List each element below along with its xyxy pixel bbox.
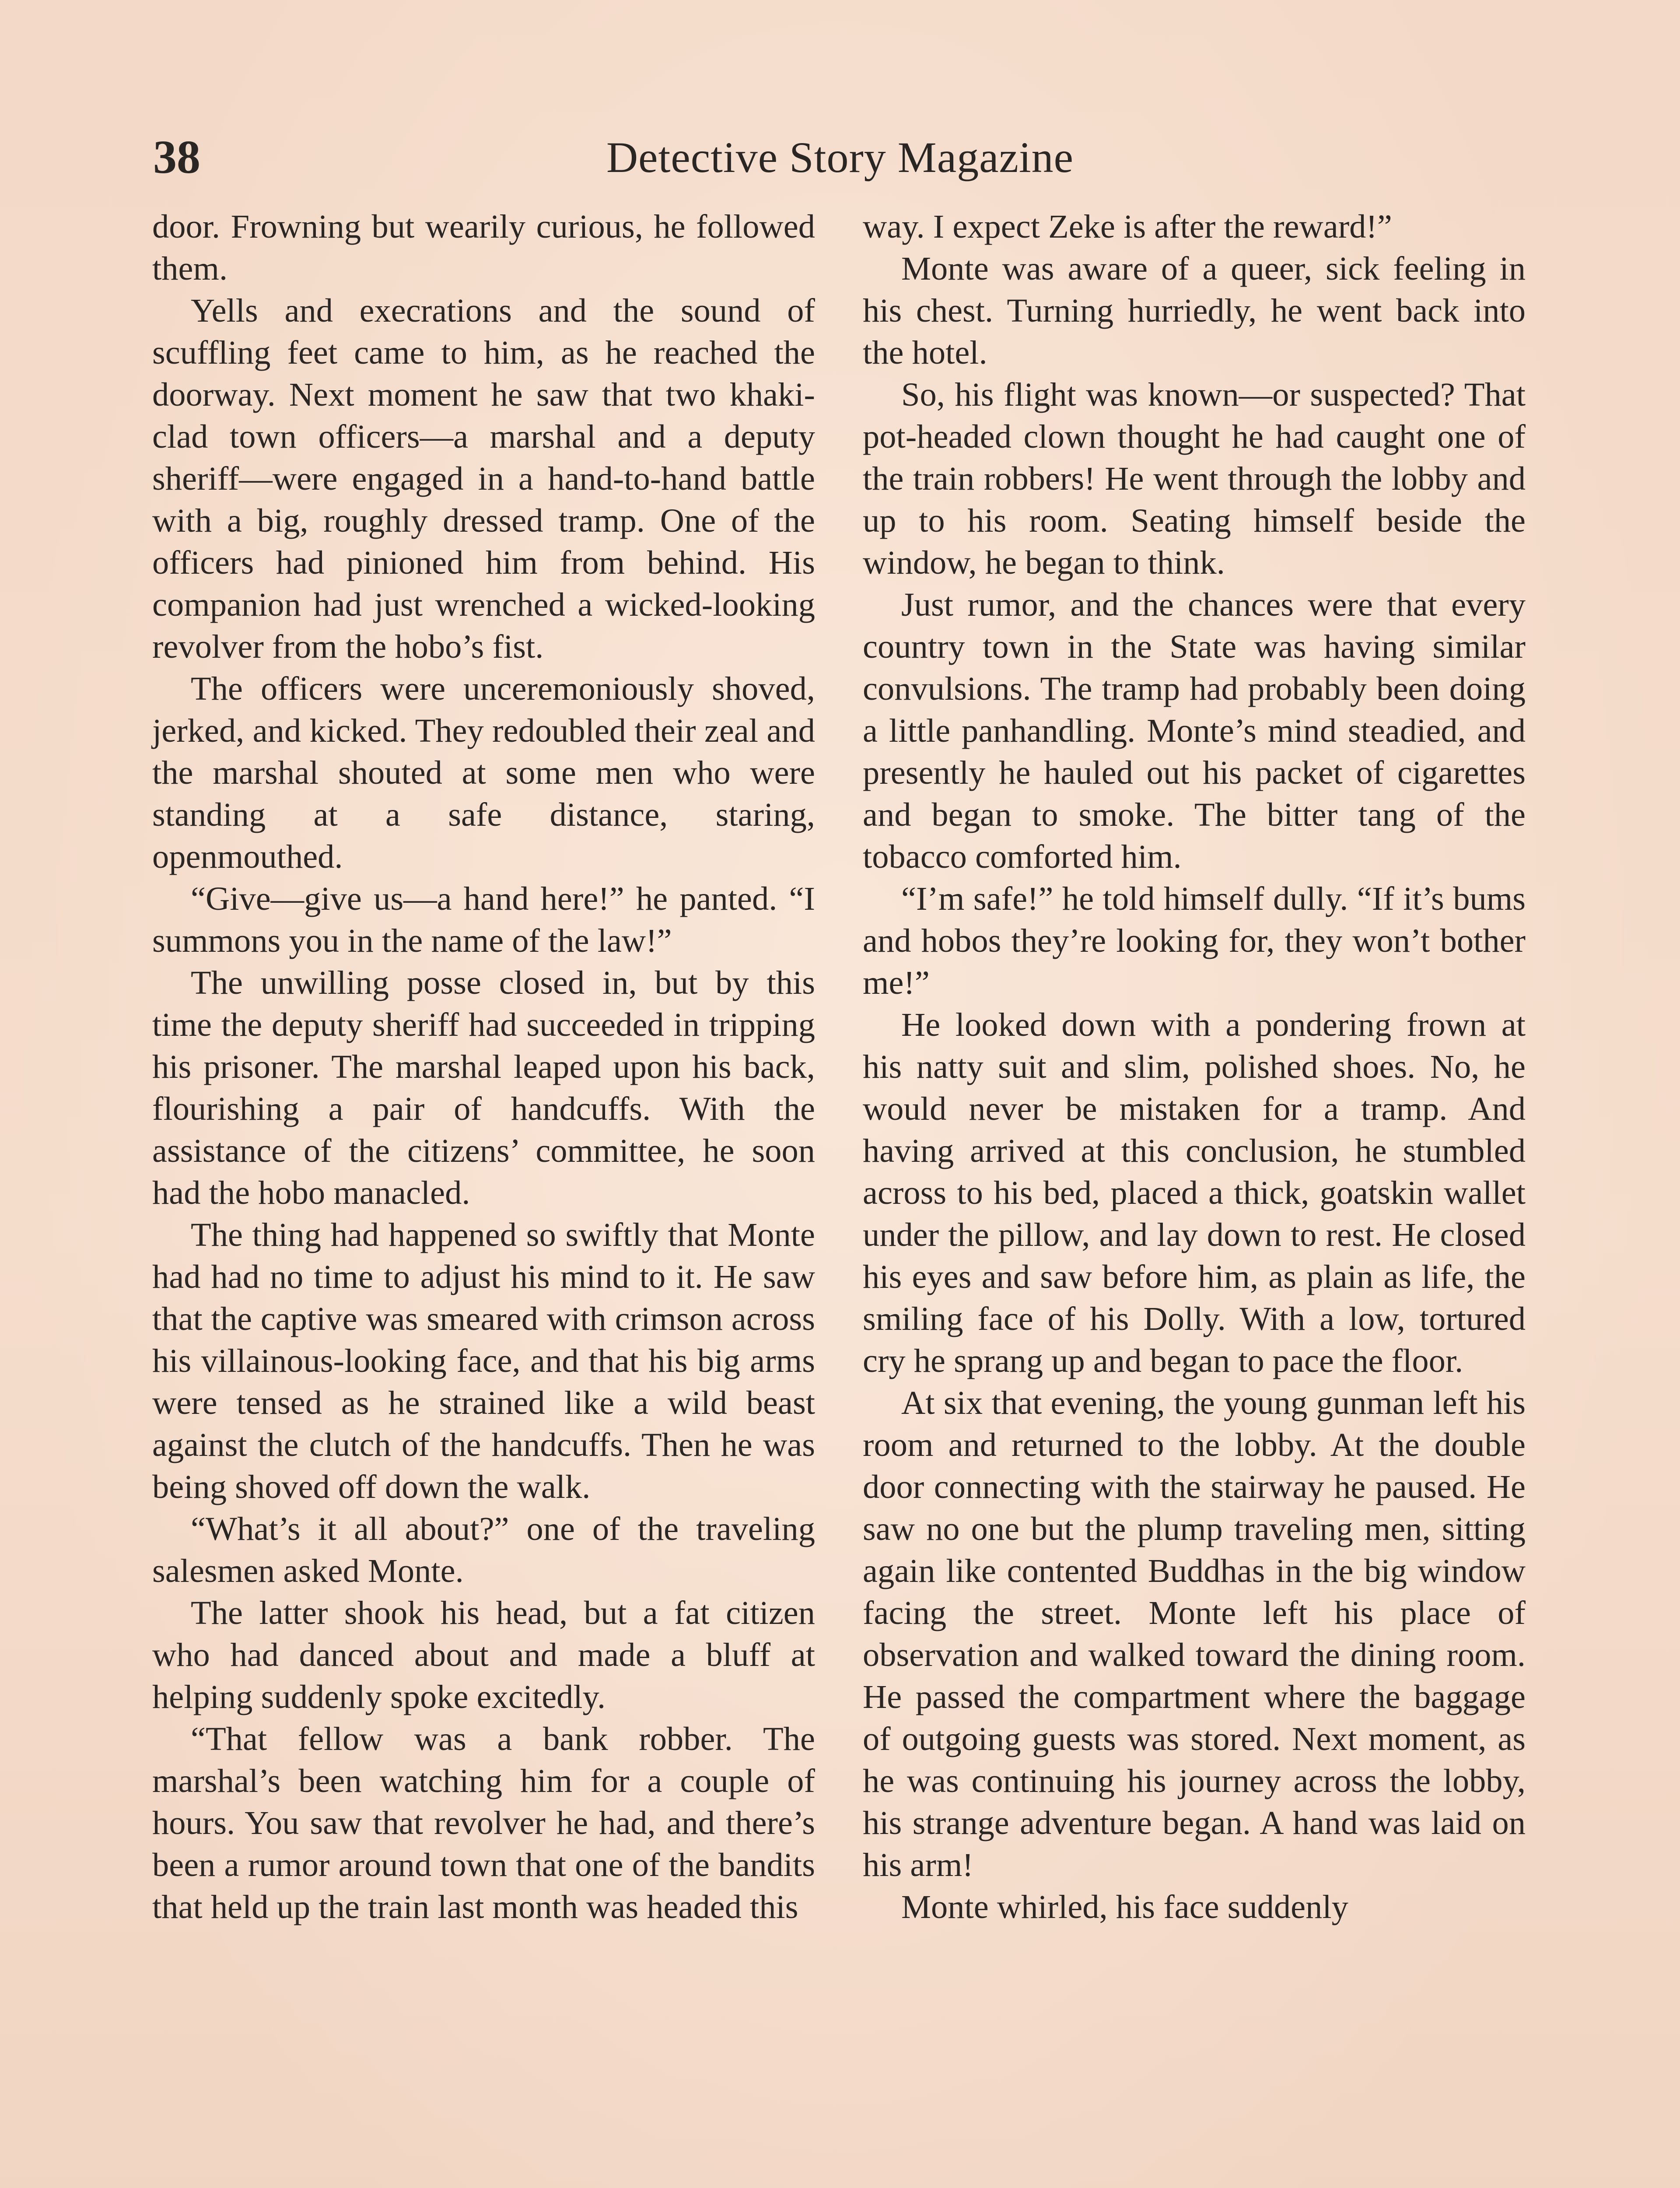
paragraph: Monte whirled, his face suddenly [901, 1888, 1348, 1925]
page-number: 38 [153, 131, 200, 183]
paragraph: The officers were unceremoniously shoved, jerked, and kicked. They redoubled their zeal and the marshal shouted at some men who were standing at a safe distance, staring, openmouthed. [152, 670, 815, 875]
paragraph: “I’m safe!” he told himself dully. “If it’s bums and hobos they’re looking for, they won’t bother me!” [863, 880, 1526, 1001]
page-header [153, 123, 1527, 193]
paragraph: Yells and execrations and the sound of scuffling feet came to him, as he reached the doorway. Next moment he saw that two khaki-clad town officers—a marshal and a deputy sheriff—were engaged in a hand-to-hand battle with a big, roughly dressed tramp. One of the officers had pinioned him from behind. His companion had just wrenched a wicked-looking revolver from the hobo’s fist. [152, 292, 815, 665]
running-head: Detective Story Magazine [606, 133, 1074, 182]
paragraph: “What’s it all about?” one of the traveling salesmen asked Monte. [152, 1510, 815, 1589]
paragraph: “That fellow was a bank robber. The marshal’s been watching him for a couple of hours. You saw that revolver he had, and there’s been a rumor around town that one of the bandits that held up the train last month was headed this [152, 1720, 815, 1925]
paragraph: At six that evening, the young gunman left his room and returned to the lobby. At the double door connecting with the stairway he paused. He saw no one but the plump traveling men, sitting again like contented Buddhas in the big window facing the street. Monte left his place of observation and walked toward the dining room. He passed the compartment where the baggage of outgoing guests was stored. Next moment, as he was continuing his journey across the lobby, his strange adventure began. A hand was laid on his arm! [863, 1384, 1526, 1883]
left-column [152, 206, 815, 1928]
paragraph: He looked down with a pondering frown at his natty suit and slim, polished shoes. No, he would never be mistaken for a tramp. And having arrived at this conclusion, he stumbled across to his bed, placed a thick, goatskin wallet under the pillow, and lay down to rest. He closed his eyes and saw before him, as plain as life, the smiling face of his Dolly. With a low, tortured cry he sprang up and began to pace the floor. [863, 1006, 1526, 1379]
paragraph: So, his flight was known—or suspected? That pot-headed clown thought he had caught one of the train robbers! He went through the lobby and up to his room. Seating himself beside the window, he began to think. [863, 376, 1526, 581]
paragraph: way. I expect Zeke is after the reward!” [863, 208, 1392, 245]
paragraph: The unwilling posse closed in, but by this time the deputy sheriff had succeeded in tripping his prisoner. The marshal leaped upon his back, flourishing a pair of handcuffs. With the assistance of the citizens’ committee, he soon had the hobo manacled. [152, 964, 815, 1211]
paragraph: Just rumor, and the chances were that every country town in the State was having similar convulsions. The tramp had probably been doing a little panhandling. Monte’s mind steadied, and presently he hauled out his packet of cigarettes and began to smoke. The bitter tang of the tobacco comforted him. [863, 586, 1526, 875]
paragraph: door. Frowning but wearily curious, he followed them. [152, 208, 815, 287]
paragraph: The thing had happened so swiftly that Monte had had no time to adjust his mind to it. He saw that the captive was smeared with crimson across his villainous-looking face, and that his big arms were tensed as he strained like a wild beast against the clutch of the handcuffs. Then he was being shoved off down the walk. [152, 1216, 815, 1505]
right-column [863, 206, 1526, 1928]
paragraph: The latter shook his head, but a fat citizen who had danced about and made a bluff at helping suddenly spoke excitedly. [152, 1594, 815, 1715]
paragraph: “Give—give us—a hand here!” he panted. “I summons you in the name of the law!” [152, 880, 815, 959]
paragraph: Monte was aware of a queer, sick feeling in his chest. Turning hurriedly, he went back into the hotel. [863, 250, 1526, 371]
